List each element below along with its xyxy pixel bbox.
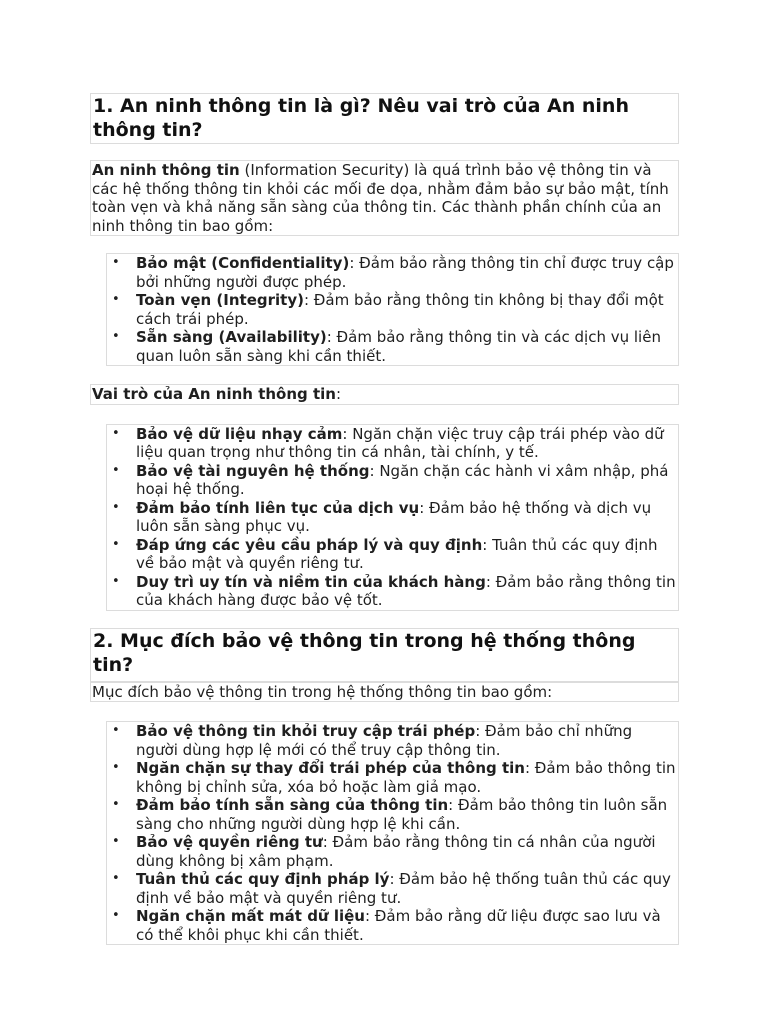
item-term: Ngăn chặn sự thay đổi trái phép của thông tin — [136, 759, 525, 777]
purpose-list-block — [106, 721, 679, 945]
roles-list-block — [106, 424, 679, 611]
document-page — [90, 93, 679, 945]
item-term: Duy trì uy tín và niềm tin của khách hàng — [136, 572, 486, 591]
roles-title-block — [90, 384, 679, 405]
item-desc: : Đảm bảo thông tin không bị chỉnh sửa, xóa bỏ hoặc làm giả mạo. — [136, 759, 676, 796]
list-item — [107, 870, 678, 907]
section-1-heading-block — [90, 93, 679, 144]
roles-title: Vai trò của An ninh thông tin — [92, 385, 336, 403]
item-term: Sẵn sàng (Availability) — [136, 328, 327, 346]
item-desc: : Đảm bảo rằng dữ liệu được sao lưu và có thể khôi phục khi cần thiết. — [136, 907, 661, 944]
item-term: Tuân thủ các quy định pháp lý — [136, 870, 390, 888]
list-item — [107, 499, 678, 536]
components-list — [107, 254, 678, 365]
intro-text: (Information Security) là quá trình bảo vệ thông tin và các hệ thống thông tin khỏi các mối đe dọa, nhằm đảm bảo sự bảo mật, tính toàn vẹn và khả năng sẵn sàng của thông tin. Các thành phần chính của an ninh thông tin bao gồm: — [92, 161, 669, 235]
list-item — [107, 796, 678, 833]
list-item — [107, 759, 678, 796]
list-item — [107, 573, 678, 610]
section-1-heading: 1. An ninh thông tin là gì? Nêu vai trò của An ninh thông tin? — [93, 95, 629, 141]
list-item — [107, 462, 678, 499]
item-term: Bảo mật (Confidentiality) — [136, 254, 350, 272]
item-term: Bảo vệ quyền riêng tư — [136, 833, 323, 851]
list-item — [107, 722, 678, 759]
list-item — [107, 254, 678, 291]
components-list-block — [106, 253, 679, 366]
roles-list — [107, 425, 678, 610]
list-item — [107, 425, 678, 462]
roles-title-colon: : — [335, 385, 342, 403]
item-desc: : Tuân thủ các quy định về bảo mật và quyền riêng tư. — [136, 535, 658, 572]
item-desc: : Đảm bảo chỉ những người dùng hợp lệ mới có thể truy cập thông tin. — [136, 722, 633, 759]
item-term: Bảo vệ dữ liệu nhạy cảm — [136, 424, 343, 443]
item-term: Bảo vệ thông tin khỏi truy cập trái phép — [136, 722, 476, 740]
item-desc: : Đảm bảo hệ thống và dịch vụ luôn sẵn sàng phục vụ. — [136, 498, 652, 535]
section-2-heading-block — [90, 628, 679, 682]
list-item — [107, 328, 678, 365]
section-2-heading: 2. Mục đích bảo vệ thông tin trong hệ thống thông tin? — [93, 629, 636, 676]
section-2-intro — [90, 682, 679, 703]
item-term: Toàn vẹn (Integrity) — [136, 291, 304, 309]
item-desc: : Đảm bảo rằng thông tin cá nhân của người dùng không bị xâm phạm. — [136, 833, 656, 870]
item-desc: : Ngăn chặn việc truy cập trái phép vào dữ liệu quan trọng như thông tin cá nhân, tài chính, y tế. — [136, 424, 664, 461]
intro-term: An ninh thông tin — [92, 161, 240, 179]
section-1-intro — [90, 160, 679, 236]
item-desc: : Ngăn chặn các hành vi xâm nhập, phá hoại hệ thống. — [136, 461, 669, 498]
item-term: Bảo vệ tài nguyên hệ thống — [136, 461, 370, 480]
item-desc: : Đảm bảo thông tin luôn sẵn sàng cho những người dùng hợp lệ khi cần. — [136, 796, 668, 833]
item-desc: : Đảm bảo hệ thống tuân thủ các quy định về bảo mật và quyền riêng tư. — [136, 870, 671, 907]
item-desc: : Đảm bảo rằng thông tin không bị thay đổi một cách trái phép. — [136, 291, 664, 328]
item-term: Đảm bảo tính liên tục của dịch vụ — [136, 498, 420, 517]
item-term: Đáp ứng các yêu cầu pháp lý và quy định — [136, 535, 483, 554]
section-2-intro-text: Mục đích bảo vệ thông tin trong hệ thống thông tin bao gồm: — [92, 682, 553, 701]
purpose-list — [107, 722, 678, 944]
item-desc: : Đảm bảo rằng thông tin chỉ được truy cập bởi những người được phép. — [136, 254, 674, 291]
list-item — [107, 291, 678, 328]
list-item — [107, 833, 678, 870]
item-desc: : Đảm bảo rằng thông tin của khách hàng được bảo vệ tốt. — [136, 572, 676, 609]
list-item — [107, 536, 678, 573]
item-desc: : Đảm bảo rằng thông tin và các dịch vụ liên quan luôn sẵn sàng khi cần thiết. — [136, 328, 661, 365]
item-term: Ngăn chặn mất mát dữ liệu — [136, 907, 365, 925]
item-term: Đảm bảo tính sẵn sàng của thông tin — [136, 796, 449, 814]
list-item — [107, 907, 678, 944]
